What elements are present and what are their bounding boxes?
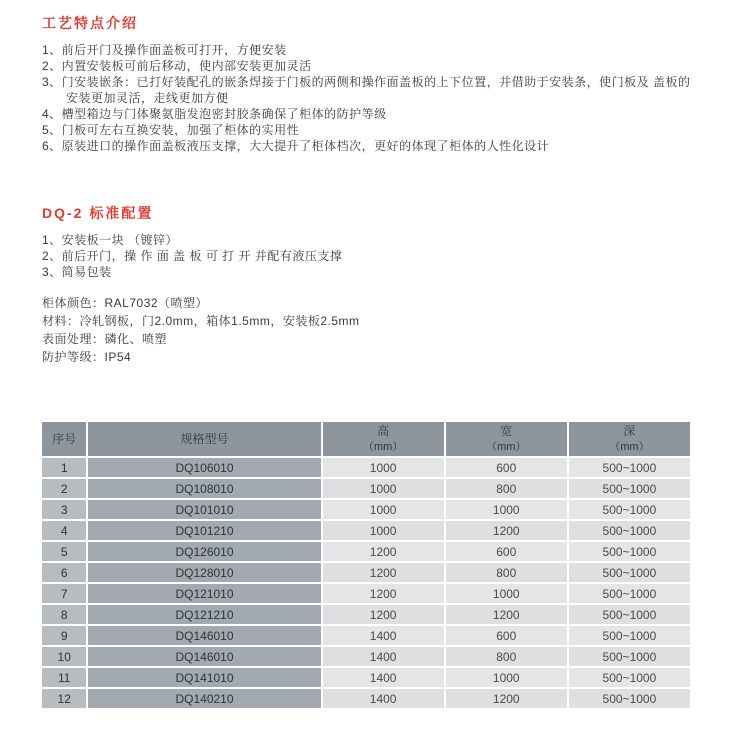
height-cell: 1400 <box>323 647 444 666</box>
config-item: 2、前后开门，操 作 面 盖 板 可 打 开 并配有液压支撑 <box>42 249 343 263</box>
height-cell: 1400 <box>323 689 444 708</box>
height-cell: 1000 <box>323 521 444 540</box>
dimension-table <box>40 420 692 710</box>
model-cell: DQ106010 <box>88 458 320 477</box>
width-cell: 1000 <box>446 668 567 687</box>
header-depth <box>569 422 690 456</box>
header-depth-unit: （mm） <box>609 440 650 453</box>
table-row <box>42 626 690 645</box>
height-cell: 1000 <box>323 458 444 477</box>
depth-cell: 500~1000 <box>569 479 690 498</box>
model-cell: DQ141010 <box>88 668 320 687</box>
depth-cell: 500~1000 <box>569 521 690 540</box>
process-feature-list <box>42 42 702 154</box>
header-depth-label: 深 <box>623 423 636 438</box>
spec-line-material: 材料：冷轧钢板，门2.0mm，箱体1.5mm，安装板2.5mm <box>42 314 360 328</box>
row-index-cell: 2 <box>42 479 86 498</box>
depth-cell: 500~1000 <box>569 563 690 582</box>
table-header <box>42 422 690 456</box>
header-width-label: 宽 <box>500 423 513 438</box>
width-cell: 600 <box>446 458 567 477</box>
row-index-cell: 8 <box>42 605 86 624</box>
row-index-cell: 7 <box>42 584 86 603</box>
width-cell: 800 <box>446 647 567 666</box>
width-cell: 1200 <box>446 605 567 624</box>
table-body <box>42 458 690 708</box>
width-cell: 1200 <box>446 689 567 708</box>
model-cell: DQ108010 <box>88 479 320 498</box>
table-row <box>42 521 690 540</box>
width-cell: 600 <box>446 542 567 561</box>
height-cell: 1400 <box>323 668 444 687</box>
depth-cell: 500~1000 <box>569 542 690 561</box>
model-cell: DQ146010 <box>88 626 320 645</box>
row-index-cell: 12 <box>42 689 86 708</box>
table-row <box>42 500 690 519</box>
model-cell: DQ128010 <box>88 563 320 582</box>
header-height <box>323 422 444 456</box>
width-cell: 1000 <box>446 500 567 519</box>
width-cell: 1000 <box>446 584 567 603</box>
depth-cell: 500~1000 <box>569 647 690 666</box>
model-cell: DQ121010 <box>88 584 320 603</box>
width-cell: 800 <box>446 479 567 498</box>
config-item: 1、安装板一块 （镀锌） <box>42 233 179 247</box>
row-index-cell: 3 <box>42 500 86 519</box>
section-gap <box>42 154 702 204</box>
row-index-cell: 6 <box>42 563 86 582</box>
height-cell: 1200 <box>323 605 444 624</box>
model-cell: DQ140210 <box>88 689 320 708</box>
height-cell: 1200 <box>323 542 444 561</box>
feature-item: 3、门安装嵌条：已打好装配孔的嵌条焊接于门板的两侧和操作面盖板的上下位置，并借助于安装条，使门板及 盖板的安装更加灵活，走线更加方便 <box>42 75 691 105</box>
table-row <box>42 605 690 624</box>
model-cell: DQ101210 <box>88 521 320 540</box>
depth-cell: 500~1000 <box>569 668 690 687</box>
feature-item: 1、前后开门及操作面盖板可打开，方便安装 <box>42 43 287 57</box>
spec-line-surface: 表面处理：磷化、喷塑 <box>42 332 168 346</box>
spec-line-protection: 防护等级：IP54 <box>42 350 132 364</box>
width-cell: 800 <box>446 563 567 582</box>
depth-cell: 500~1000 <box>569 500 690 519</box>
depth-cell: 500~1000 <box>569 689 690 708</box>
spec-gap <box>42 280 702 294</box>
table-row <box>42 563 690 582</box>
height-cell: 1200 <box>323 584 444 603</box>
model-cell: DQ101010 <box>88 500 320 519</box>
section2-title: DQ-2 标准配置 <box>42 205 154 221</box>
table-row <box>42 689 690 708</box>
table-row <box>42 584 690 603</box>
width-cell: 1200 <box>446 521 567 540</box>
depth-cell: 500~1000 <box>569 458 690 477</box>
model-cell: DQ146010 <box>88 647 320 666</box>
table-row <box>42 479 690 498</box>
feature-item: 6、原装进口的操作面盖板液压支撑，大大提升了柜体档次，更好的体现了柜体的人性化设计 <box>42 139 550 153</box>
table-row <box>42 458 690 477</box>
row-index-cell: 5 <box>42 542 86 561</box>
depth-cell: 500~1000 <box>569 584 690 603</box>
table-row <box>42 542 690 561</box>
height-cell: 1000 <box>323 479 444 498</box>
feature-item: 2、内置安装板可前后移动，使内部安装更加灵活 <box>42 59 312 73</box>
height-cell: 1000 <box>323 500 444 519</box>
table-row <box>42 647 690 666</box>
standard-config-list <box>42 232 702 280</box>
header-index: 序号 <box>42 422 86 456</box>
model-cell: DQ126010 <box>88 542 320 561</box>
row-index-cell: 4 <box>42 521 86 540</box>
spec-line-color: 柜体颜色：RAL7032（喷塑） <box>42 296 209 310</box>
document-content <box>42 14 702 366</box>
depth-cell: 500~1000 <box>569 605 690 624</box>
width-cell: 600 <box>446 626 567 645</box>
height-cell: 1400 <box>323 626 444 645</box>
header-width-unit: （mm） <box>486 440 527 453</box>
config-item: 3、简易包装 <box>42 265 112 279</box>
header-height-unit: （mm） <box>362 440 404 453</box>
header-height-label: 高 <box>377 423 390 438</box>
row-index-cell: 10 <box>42 647 86 666</box>
table-row <box>42 668 690 687</box>
height-cell: 1200 <box>323 563 444 582</box>
row-index-cell: 1 <box>42 458 86 477</box>
row-index-cell: 11 <box>42 668 86 687</box>
feature-item: 5、门板可左右互换安装，加强了柜体的实用性 <box>42 123 300 137</box>
depth-cell: 500~1000 <box>569 626 690 645</box>
section1-title: 工艺特点介绍 <box>42 15 138 31</box>
table-header-row <box>42 422 690 456</box>
header-model: 规格型号 <box>88 422 320 456</box>
spec-list <box>42 294 702 366</box>
row-index-cell: 9 <box>42 626 86 645</box>
header-width <box>446 422 567 456</box>
feature-item: 4、槽型箱边与门体聚氨脂发泡密封胶条确保了柜体的防护等级 <box>42 107 387 121</box>
model-cell: DQ121210 <box>88 605 320 624</box>
